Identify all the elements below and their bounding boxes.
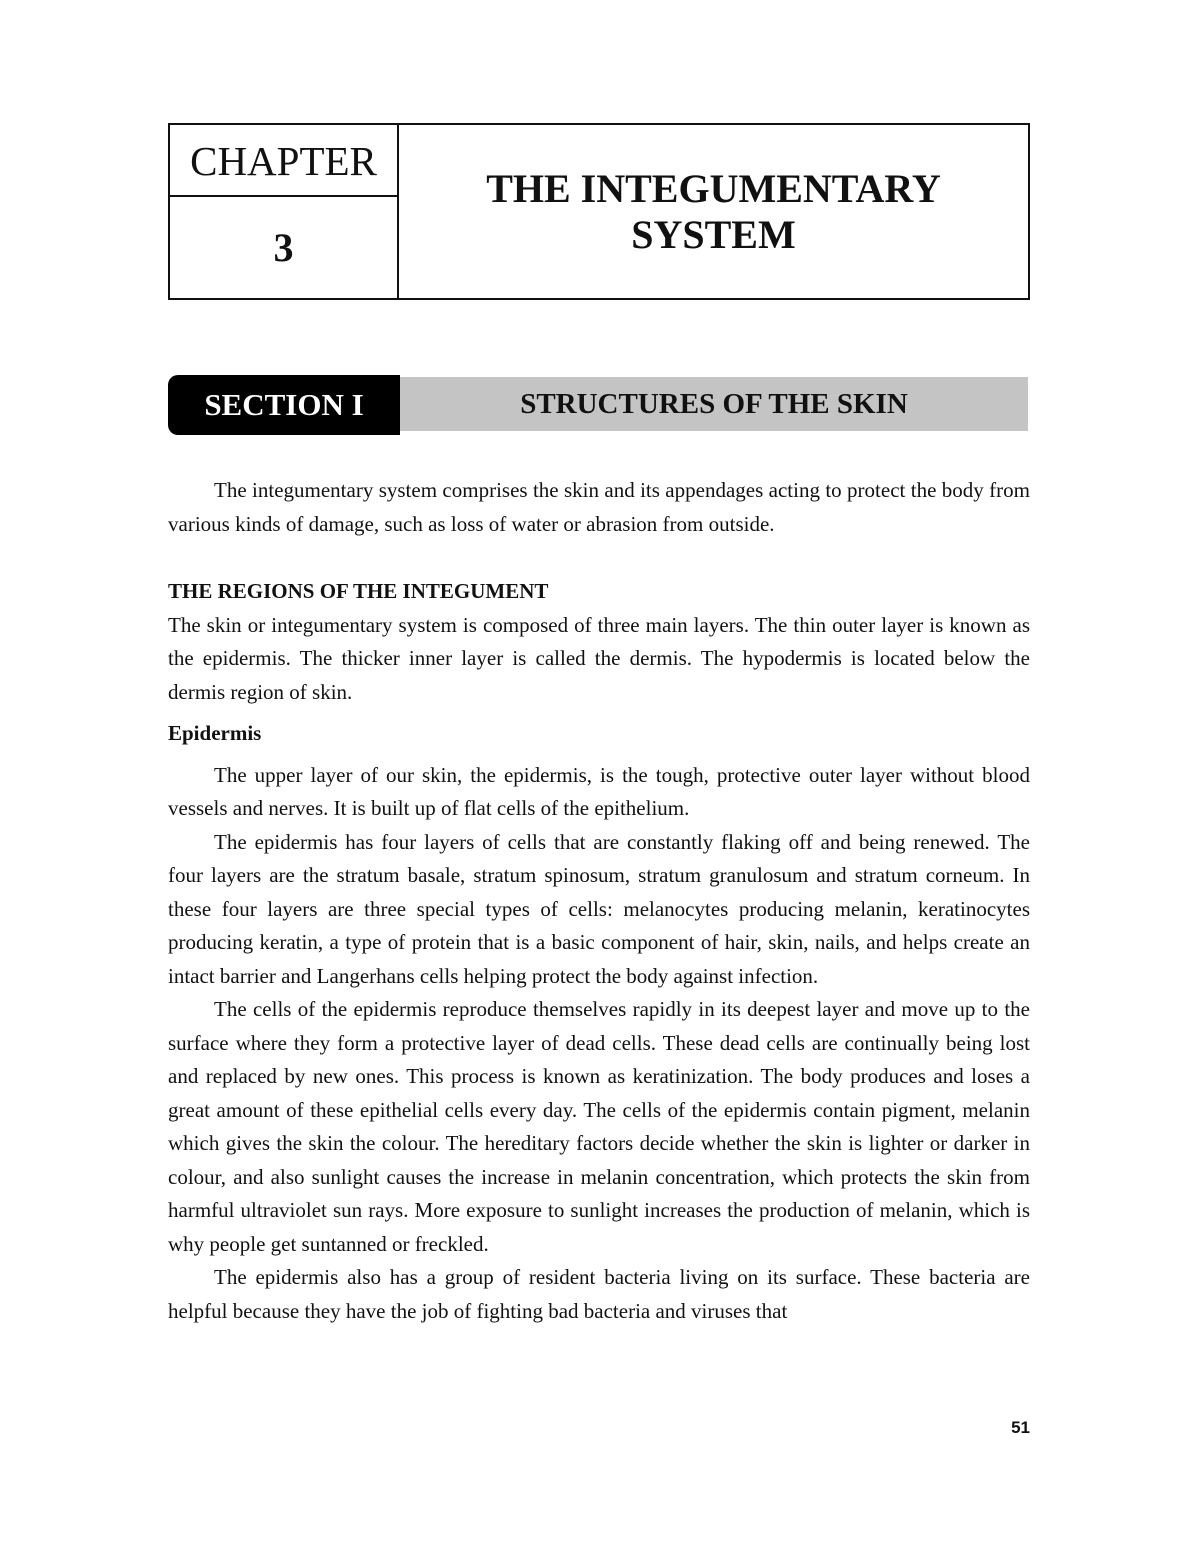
- chapter-label: CHAPTER: [170, 125, 397, 197]
- chapter-title-line-2: SYSTEM: [631, 211, 796, 257]
- body-paragraph: The epidermis has four layers of cells that are constantly flaking off and being renewed. The four layers are the stratum basale, stratum spinosum, stratum granulosum and stratum corneum. In these four layers are three special types of cells: melanocytes producing melanin, keratinocytes producing keratin, a type of protein that is a basic component of hair, skin, nails, and helps create an intact barrier and Langerhans cells helping protect the body against infection.: [168, 829, 1030, 988]
- section-title: STRUCTURES OF THE SKIN: [400, 377, 1028, 431]
- chapter-header: [168, 123, 1030, 300]
- body-paragraph: The upper layer of our skin, the epidermis, is the tough, protective outer layer without blood vessels and nerves. It is built up of flat cells of the epithelium.: [168, 762, 1030, 820]
- chapter-title: [399, 125, 1028, 298]
- section-label: SECTION I: [168, 375, 400, 435]
- section-banner: [168, 375, 1028, 435]
- chapter-title-line-1: THE INTEGUMENTARY: [486, 165, 941, 211]
- intro-paragraph: The integumentary system comprises the skin and its appendages acting to protect the body from various kinds of damage, such as loss of water or abrasion from outside.: [168, 478, 1030, 536]
- chapter-number: 3: [273, 225, 294, 270]
- body-paragraph: The cells of the epidermis reproduce themselves rapidly in its deepest layer and move up to the surface where they form a protective layer of dead cells. These dead cells are continually being lost and replaced by new ones. This process is known as keratinization. The body produces and loses a great amount of these epithelial cells every day. The cells of the epidermis contain pigment, melanin which gives the skin the colour. The hereditary factors decide whether the skin is lighter or darker in colour, and also sunlight causes the increase in melanin concentration, which protects the skin from harmful ultraviolet sun rays. More exposure to sunlight increases the production of melanin, which is why people get suntanned or freckled.: [168, 997, 1030, 1256]
- regions-paragraph: The skin or integumentary system is composed of three main layers. The thin outer layer is known as the epidermis. The thicker inner layer is called the dermis. The hypodermis is located below the dermis region of skin.: [168, 612, 1030, 704]
- page-number: 51: [1011, 1418, 1030, 1437]
- epidermis-heading: Epidermis: [168, 721, 262, 745]
- chapter-label-column: [170, 125, 399, 298]
- regions-heading: THE REGIONS OF THE INTEGUMENT: [168, 579, 549, 603]
- body-paragraph: The epidermis also has a group of resident bacteria living on its surface. These bacteria are helpful because they have the job of fighting bad bacteria and viruses that: [168, 1265, 1030, 1323]
- body-text: [168, 474, 1030, 1328]
